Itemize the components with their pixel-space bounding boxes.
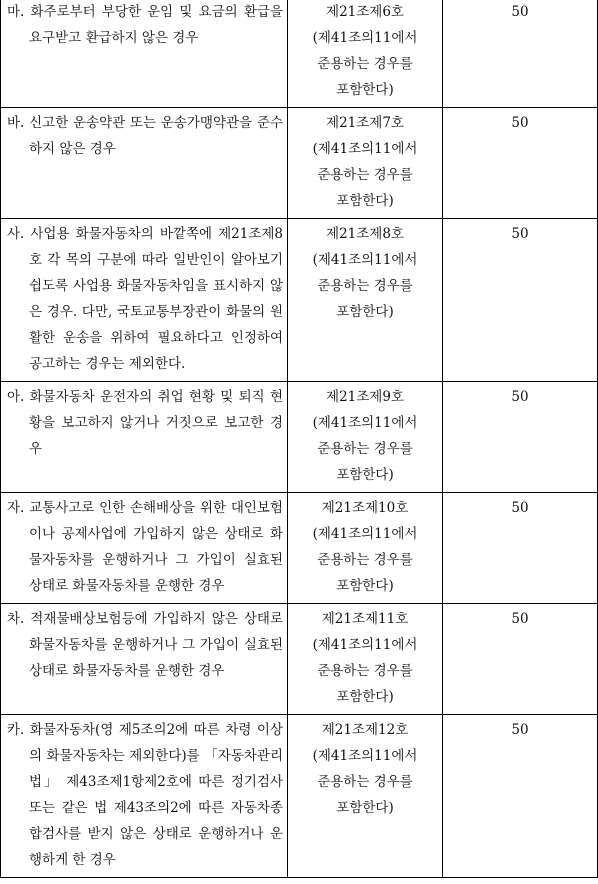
table-row	[1, 382, 598, 493]
fine-amount-cell	[443, 219, 598, 382]
table-row	[1, 108, 598, 219]
fine-amount-cell	[443, 604, 598, 715]
violation-cell	[1, 382, 288, 493]
law-reference-text: 제21조제9호(제41조의11에서 준용하는 경우를 포함한다)	[312, 389, 418, 483]
table-row	[1, 715, 598, 878]
violation-text: 바. 신고한 운송약관 또는 운송가맹약관을 준수하지 않은 경우	[7, 115, 283, 157]
violation-text: 차. 적재물배상보험등에 가입하지 않은 상태로 화물자동차를 운행하거나 그 가입이 실효된 상태로 화물자동차를 운행한 경우	[7, 611, 283, 679]
violation-text: 사. 사업용 화물자동차의 바깥쪽에 제21조제8호 각 목의 구분에 따라 일반인이 알아보기 쉽도록 사업용 화물자동차임을 표시하지 않은 경우. 다만, 국토교통부장관이 화물의 원활한 운송을 위하여 필요하다고 인정하여 공고하는 경우는 제외한다.	[7, 226, 283, 372]
law-reference-cell	[288, 382, 443, 493]
law-reference-cell	[288, 715, 443, 878]
violation-text: 마. 화주로부터 부당한 운임 및 요금의 환급을 요구받고 환급하지 않은 경우	[7, 4, 283, 46]
violation-cell	[1, 604, 288, 715]
violation-cell	[1, 219, 288, 382]
law-reference-text: 제21조제6호(제41조의11에서 준용하는 경우를 포함한다)	[312, 4, 418, 98]
fine-amount: 50	[511, 611, 529, 627]
table-row	[1, 0, 598, 108]
fine-amount-cell	[443, 382, 598, 493]
fine-amount: 50	[511, 4, 529, 20]
violation-cell	[1, 0, 288, 108]
violation-cell	[1, 715, 288, 878]
violation-cell	[1, 108, 288, 219]
table-row	[1, 604, 598, 715]
law-reference-text: 제21조제12호(제41조의11에서 준용하는 경우를 포함한다)	[312, 722, 418, 816]
law-reference-cell	[288, 108, 443, 219]
violation-text: 자. 교통사고로 인한 손해배상을 위한 대인보험이나 공제사업에 가입하지 않은 상태로 화물자동차를 운행하거나 그 가입이 실효된 상태로 화물자동차를 운행한 경우	[7, 500, 283, 594]
law-reference-cell	[288, 604, 443, 715]
fine-amount: 50	[511, 722, 529, 738]
violation-text: 카. 화물자동차(영 제5조의2에 따른 차령 이상의 화물자동차는 제외한다)를 「자동차관리법」 제43조제1항제2호에 따른 정기검사 또는 같은 법 제43조의2에 따른 자동차종합검사를 받지 않은 상태로 운행하거나 운행하게 한 경우	[7, 722, 283, 868]
law-reference-text: 제21조제10호(제41조의11에서 준용하는 경우를 포함한다)	[312, 500, 418, 594]
fine-amount-cell	[443, 715, 598, 878]
fine-amount: 50	[511, 389, 529, 405]
fine-amount: 50	[511, 500, 529, 516]
law-reference-cell	[288, 493, 443, 604]
law-reference-text: 제21조제7호(제41조의11에서 준용하는 경우를 포함한다)	[312, 115, 418, 209]
fine-amount: 50	[511, 115, 529, 131]
law-reference-cell	[288, 0, 443, 108]
fine-amount-cell	[443, 0, 598, 108]
violation-text: 아. 화물자동차 운전자의 취업 현황 및 퇴직 현황을 보고하지 않거나 거짓으로 보고한 경우	[7, 389, 283, 457]
table-row	[1, 219, 598, 382]
fine-amount-cell	[443, 108, 598, 219]
law-reference-text: 제21조제8호(제41조의11에서 준용하는 경우를 포함한다)	[312, 226, 418, 320]
law-reference-cell	[288, 219, 443, 382]
law-reference-text: 제21조제11호(제41조의11에서 준용하는 경우를 포함한다)	[312, 611, 418, 705]
fine-amount: 50	[511, 226, 529, 242]
fine-amount-cell	[443, 493, 598, 604]
violation-cell	[1, 493, 288, 604]
table-row	[1, 493, 598, 604]
